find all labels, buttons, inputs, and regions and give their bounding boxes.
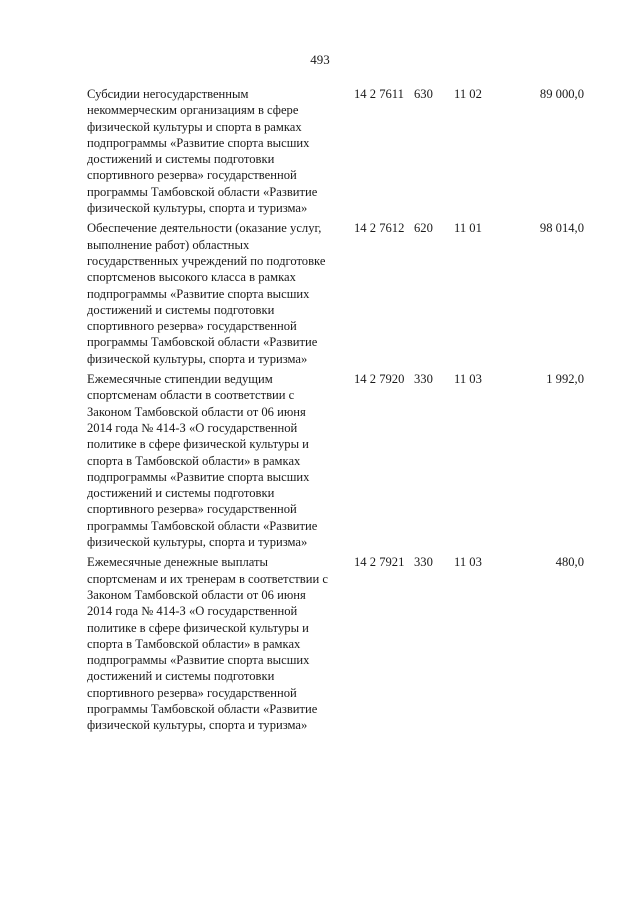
row-target-code: 14 2 7611 [354, 87, 404, 101]
row-target-code: 14 2 7921 [354, 555, 405, 570]
table-row [0, 554, 640, 733]
row-description: Субсидии негосударственным некоммерческим организациям в сфере физической культуры и спорта в рамках подпрограммы «Развитие спорта высших достижений и системы подготовки спортивного резерва» государственной программы Тамбовской области «Развитие физической культуры, спорта и туризма» [87, 87, 318, 216]
row-section: 11 01 [454, 221, 482, 236]
row-expense-type: 330 [414, 372, 433, 387]
table-row [0, 86, 640, 216]
row-target-code: 14 2 7920 [354, 372, 405, 387]
table-row [0, 371, 640, 550]
row-description: Ежемесячные стипендии ведущим спортсменам области в соответствии с Законом Тамбовской области от 06 июня 2014 года № 414-З «О государственной политике в сфере физической культуры и спорта в Тамбовской области» в рамках подпрограммы «Развитие спорта высших достижений и системы подготовки спортивного резерва» государственной программы Тамбовской области «Развитие физической культуры, спорта и туризма» [87, 372, 318, 550]
row-amount: 89 000,0 [539, 87, 584, 101]
row-amount: 1 992,0 [546, 372, 584, 387]
row-section: 11 02 [454, 87, 482, 101]
row-expense-type: 620 [414, 221, 433, 236]
row-description: Обеспечение деятельности (оказание услуг, выполнение работ) областных государственных учреждений по подготовке спортсменов высокого класса в рамках подпрограммы «Развитие спорта высших достижений и системы подготовки спортивного резерва» государственной программы Тамбовской области «Развитие физической культуры, спорта и туризма» [87, 221, 326, 366]
row-section: 11 03 [454, 555, 482, 570]
row-target-code: 14 2 7612 [354, 221, 405, 236]
budget-table [0, 86, 640, 734]
row-expense-type: 330 [414, 555, 433, 570]
row-amount: 480,0 [555, 555, 584, 570]
table-row [0, 220, 640, 367]
row-amount: 98 014,0 [539, 221, 584, 236]
page-number: 493 [310, 52, 330, 67]
row-description: Ежемесячные денежные выплаты спортсменам и их тренерам в соответствии с Законом Тамбовской области от 06 июня 2014 года № 414-З «О государственной политике в сфере физической культуры и спорта в Тамбовской области» в рамках подпрограммы «Развитие спорта высших достижений и системы подготовки спортивного резерва» государственной программы Тамбовской области «Развитие физической культуры, спорта и туризма» [87, 555, 328, 733]
row-section: 11 03 [454, 372, 482, 387]
row-expense-type: 630 [414, 87, 433, 101]
